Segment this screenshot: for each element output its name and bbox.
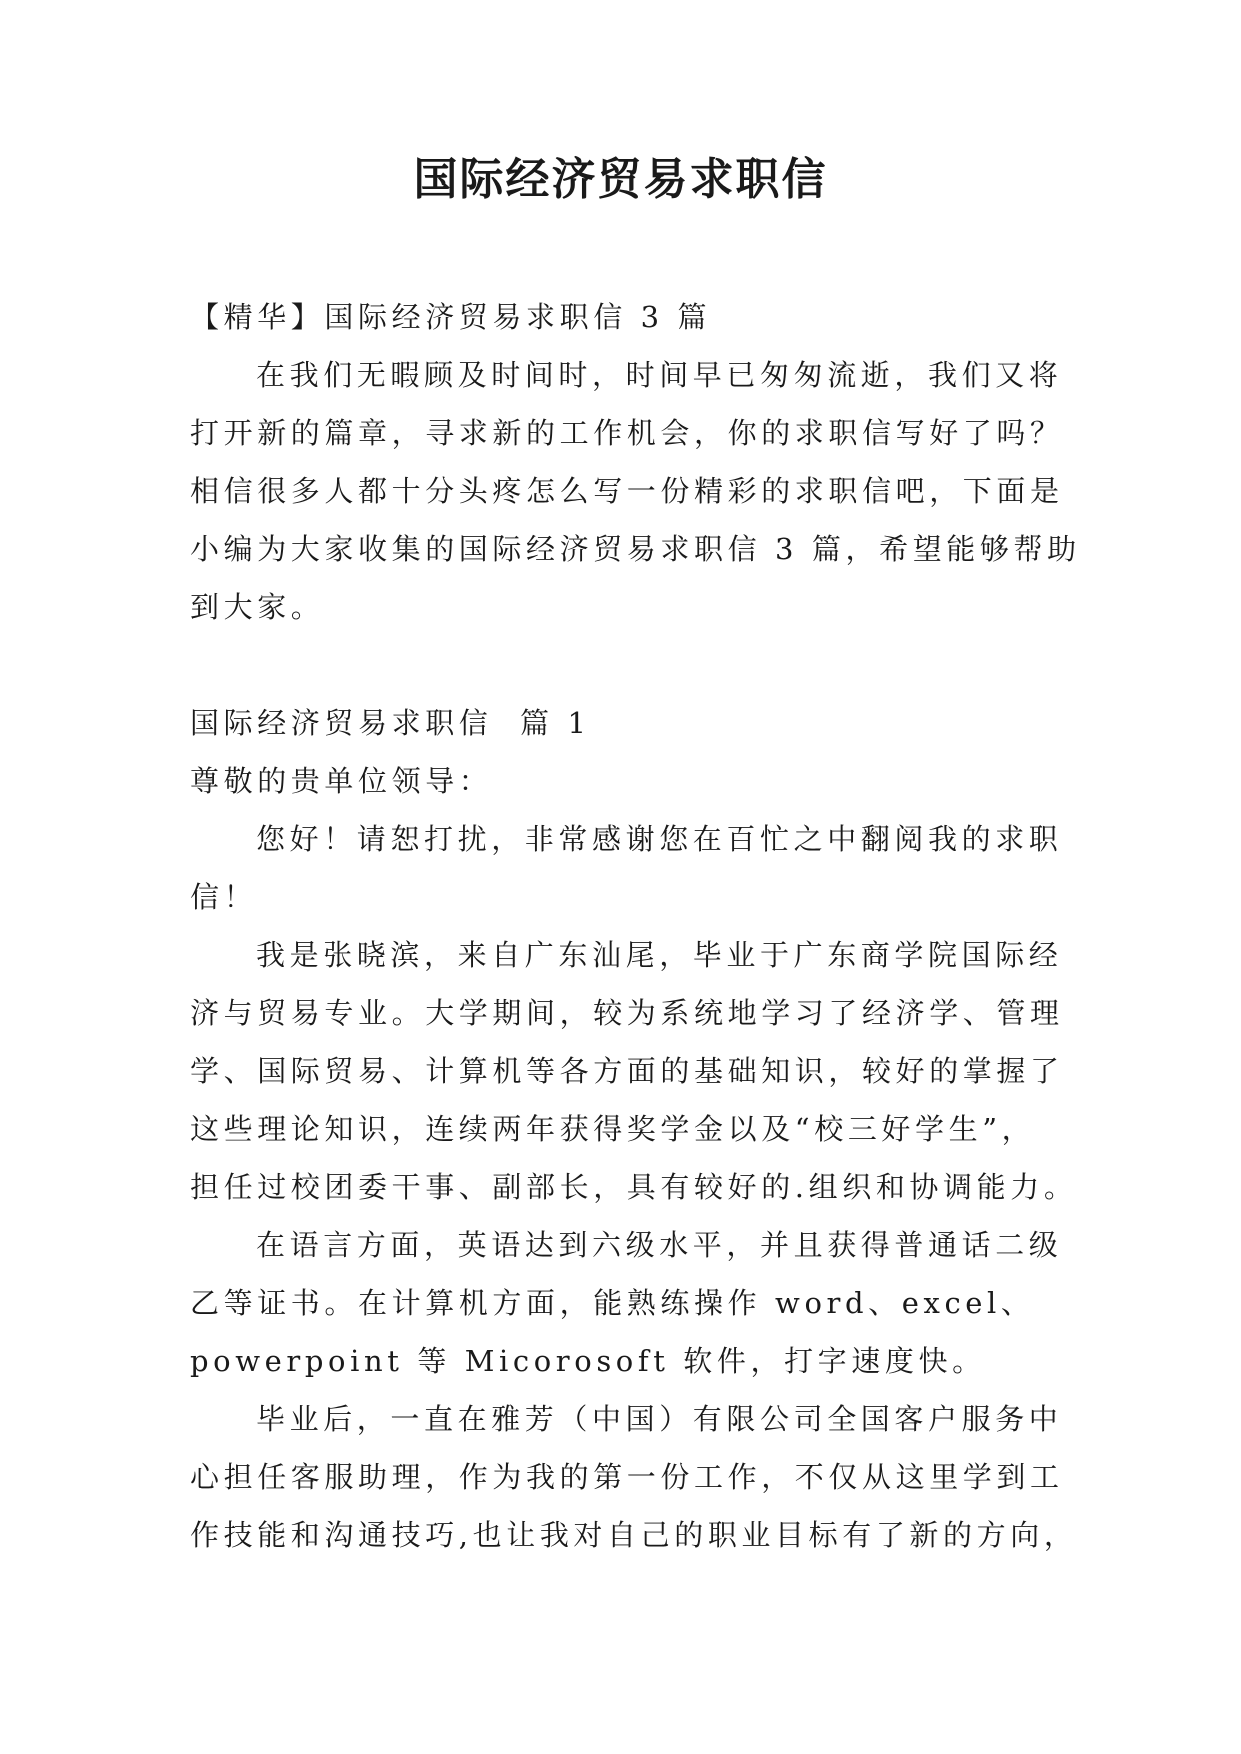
intro-line: 到大家。	[190, 590, 325, 624]
paragraph-line: 济与贸易专业。大学期间，较为系统地学习了经济学、管理	[190, 996, 1064, 1030]
paragraph-line: 学、国际贸易、计算机等各方面的基础知识，较好的掌握了	[190, 1054, 1064, 1088]
paragraph-line: 毕业后，一直在雅芳（中国）有限公司全国客户服务中	[256, 1402, 1063, 1436]
greeting-line: 您好！请恕打扰，非常感谢您在百忙之中翻阅我的求职	[256, 822, 1063, 856]
paragraph-line: 心担任客服助理，作为我的第一份工作，不仅从这里学到工	[190, 1460, 1064, 1494]
paragraph-line: 担任过校团委干事、副部长，具有较好的.组织和协调能力。	[190, 1170, 1078, 1204]
paragraph-line: 我是张晓滨，来自广东汕尾，毕业于广东商学院国际经	[256, 938, 1063, 972]
paragraph-line: powerpoint 等 Micorosoft 软件，打字速度快。	[190, 1344, 986, 1378]
subtitle: 【精华】国际经济贸易求职信 3 篇	[190, 300, 712, 334]
paragraph-line: 作技能和沟通技巧,也让我对自己的职业目标有了新的方向，	[190, 1518, 1078, 1552]
intro-line: 在我们无暇顾及时间时，时间早已匆匆流逝，我们又将	[256, 358, 1063, 392]
document-title: 国际经济贸易求职信	[413, 154, 828, 205]
paragraph-line: 这些理论知识，连续两年获得奖学金以及“校三好学生”，	[190, 1112, 1036, 1146]
document-body	[190, 288, 1081, 1564]
section-heading: 国际经济贸易求职信 篇 1	[190, 706, 591, 740]
salutation: 尊敬的贵单位领导：	[190, 764, 493, 798]
paragraph-line: 在语言方面，英语达到六级水平，并且获得普通话二级	[256, 1228, 1063, 1262]
paragraph-spacer	[190, 636, 1060, 694]
greeting-line: 信！	[190, 880, 258, 914]
intro-line: 相信很多人都十分头疼怎么写一份精彩的求职信吧，下面是	[190, 474, 1064, 508]
paragraph-line: 乙等证书。在计算机方面，能熟练操作 word、excel、	[190, 1286, 1035, 1320]
intro-line: 打开新的篇章，寻求新的工作机会，你的求职信写好了吗？	[190, 416, 1064, 450]
intro-line: 小编为大家收集的国际经济贸易求职信 3 篇，希望能够帮助	[190, 532, 1081, 566]
